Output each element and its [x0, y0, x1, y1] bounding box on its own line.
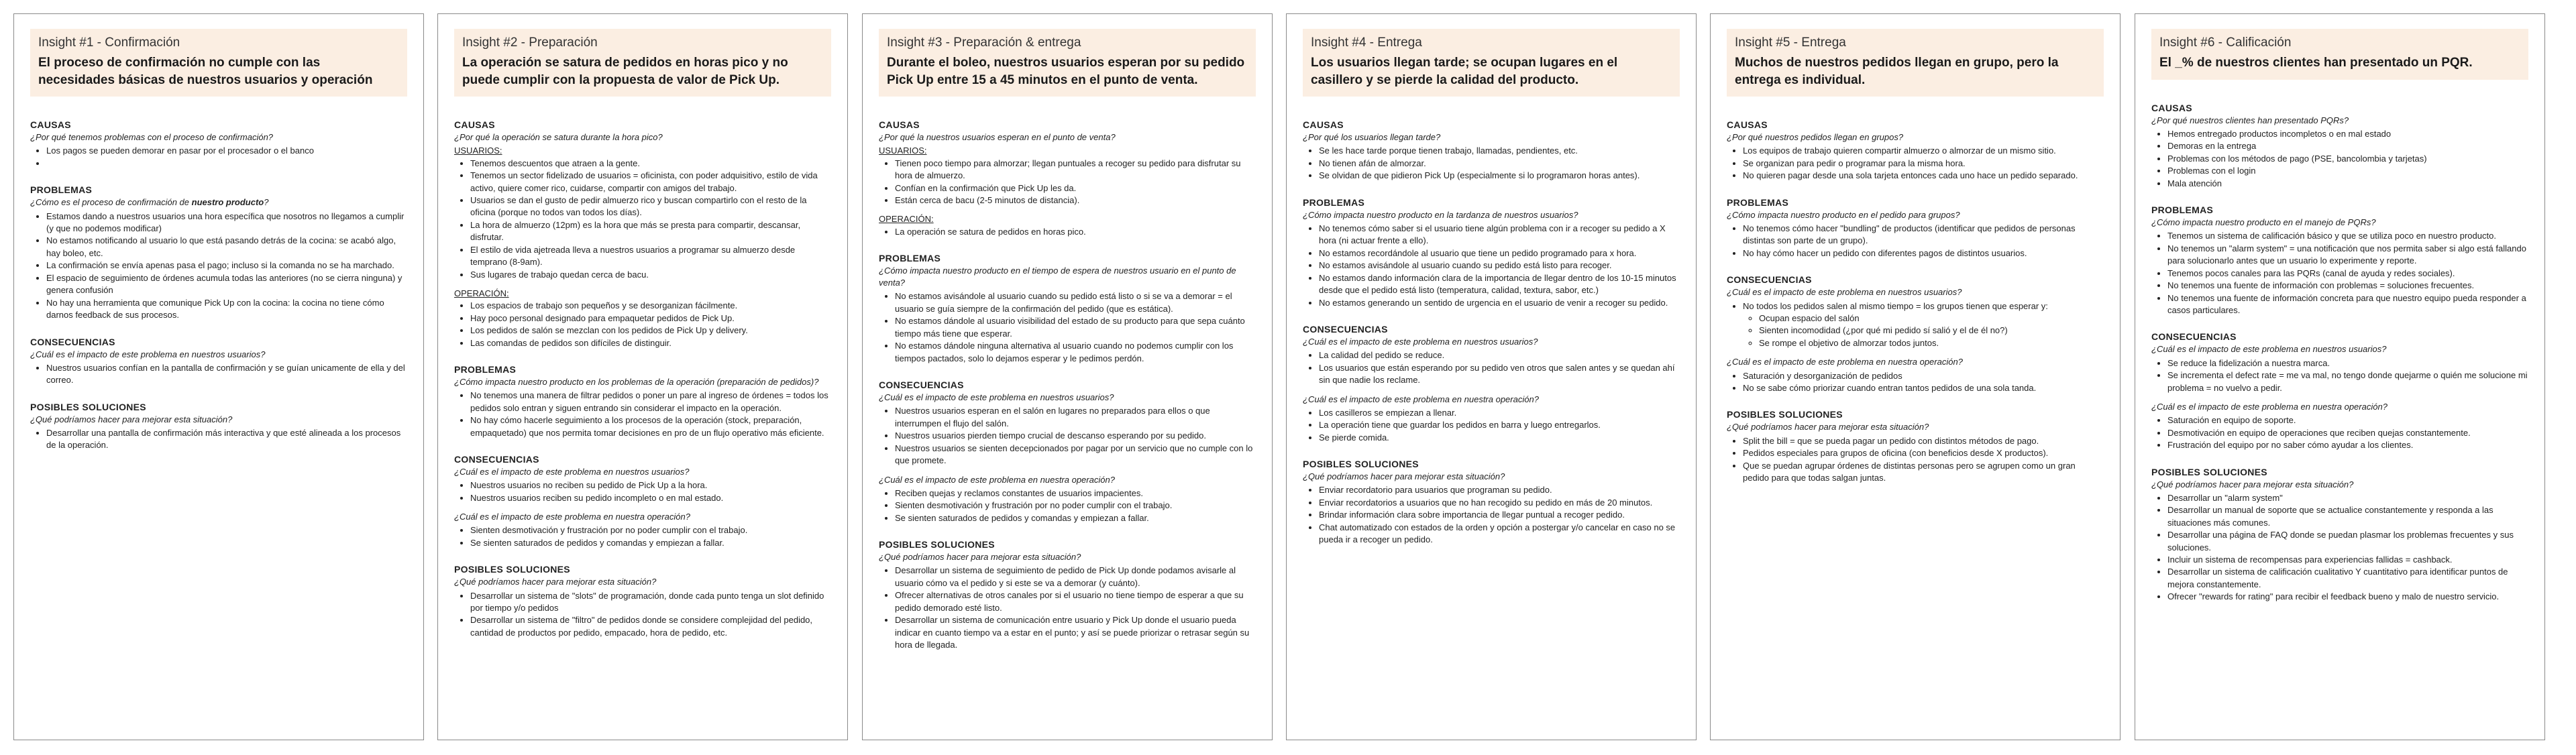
section-heading: CONSECUENCIAS: [1303, 324, 1388, 335]
section-heading: CAUSAS: [879, 119, 920, 131]
bullet-list: [454, 300, 831, 349]
list-item: • Problemas con los métodos de pago (PSE, bancolombia y tarjetas): [2167, 153, 2528, 165]
list-item: • Enviar recordatorios a usuarios que no han recogido su pedido en más de 20 minutos.: [1319, 497, 1680, 509]
question: ¿Qué podríamos hacer para mejorar esta situación?: [30, 414, 233, 424]
list-item: • Saturación y desorganización de pedidos: [1743, 370, 2104, 382]
insight-headline: El proceso de confirmación no cumple con las necesidades básicas de nuestros usuarios y operación: [38, 56, 373, 87]
list-item: • Tienen poco tiempo para almorzar; llegan puntuales a recoger su pedido para disfrutar su hora de almuerzo.: [895, 158, 1256, 182]
question: ¿Qué podríamos hacer para mejorar esta situación?: [2151, 479, 2354, 489]
bullet-list: [1303, 484, 1680, 546]
list-item: • Los equipos de trabajo quieren compartir almuerzo o almorzar de un mismo sitio.: [1743, 145, 2104, 157]
question: ¿Cuál es el impacto de este problema en nuestros usuarios?: [454, 467, 690, 477]
list-item: • Split the bill = que se pueda pagar un pedido con distintos métodos de pago.: [1743, 435, 2104, 447]
nested-bullet-list: [1743, 312, 2104, 349]
soluciones-section: [879, 539, 1256, 651]
list-item: • Sienten desmotivación y frustración por no poder cumplir con el trabajo.: [895, 500, 1256, 512]
section-heading: PROBLEMAS: [1727, 196, 1789, 208]
question-emphasis: nuestro producto: [191, 197, 264, 208]
problemas-section: [2151, 205, 2528, 316]
bullet-list: [454, 524, 831, 549]
problemas-section: [30, 184, 407, 321]
section-heading: CAUSAS: [30, 119, 71, 131]
list-item: • La hora de almuerzo (12pm) es la hora que más se presta para compartir, descansar, disfrutar.: [470, 219, 831, 244]
section-heading: CONSECUENCIAS: [2151, 331, 2237, 343]
list-item: • Hay poco personal designado para empaquetar pedidos de Pick Up.: [470, 312, 831, 325]
list-item: • Incluir un sistema de recompensas para experiencias fallidas = cashback.: [2167, 554, 2528, 566]
section-heading: PROBLEMAS: [1303, 196, 1365, 208]
list-item: • Desarrollar una página de FAQ donde se puedan plasmar los problemas frecuentes y sus soluciones.: [2167, 529, 2528, 554]
bullet-list: [454, 158, 831, 282]
insight-headline: La operación se satura de pedidos en horas pico y no puede cumplir con la propuesta de valor de Pick Up.: [462, 56, 788, 87]
list-item: • Desarrollar un sistema de "slots" de programación, donde cada punto tenga un slot definido por tiempo y/o pedidos: [470, 590, 831, 615]
list-item: • Los usuarios que están esperando por su pedido ven otros que salen antes y se quedan ahí sin que nadie los reclame.: [1319, 362, 1680, 387]
bullet-list: [879, 405, 1256, 467]
insight-headline: El _% de nuestros clientes han presentado un PQR.: [2159, 56, 2473, 70]
list-item: • La operación tiene que guardar los pedidos en barra y luego entregarlos.: [1319, 419, 1680, 431]
bullet-list: [1727, 370, 2104, 395]
list-item: • Se organizan para pedir o programar para la misma hora.: [1743, 158, 2104, 170]
section-heading: PROBLEMAS: [2151, 205, 2214, 216]
question: ¿Cuál es el impacto de este problema en nuestra operación?: [1727, 357, 1963, 367]
list-item: • Las comandas de pedidos son difíciles de distinguir.: [470, 337, 831, 349]
list-item: • Nuestros usuarios esperan en el salón en lugares no preparados para ellos o que interrumpen el flujo del salón.: [895, 405, 1256, 430]
problemas-section: [1303, 197, 1680, 309]
insight-title: Insight #2 - Preparación: [462, 36, 598, 50]
question: ¿Cuál es el impacto de este problema en nuestros usuarios?: [30, 349, 266, 359]
bullet-list: [2151, 128, 2528, 190]
list-item: • Desarrollar una pantalla de confirmación más interactiva y que esté alineada a los procesos de la operación.: [46, 427, 407, 452]
bullet-list: [30, 211, 407, 322]
bullet-list: [1303, 407, 1680, 444]
section-heading: POSIBLES SOLUCIONES: [1727, 409, 1843, 420]
list-item: • Desarrollar un sistema de seguimiento de pedido de Pick Up donde podamos avisarle al usuario cómo va el pedido y si este se va a demorar (y cuánto).: [895, 565, 1256, 589]
section-heading: PROBLEMAS: [454, 364, 517, 375]
list-item: • Nuestros usuarios pierden tiempo crucial de descanso esperando por su pedido.: [895, 430, 1256, 442]
question: ¿Cómo impacta nuestro producto en la tardanza de nuestros usuarios?: [1303, 209, 1578, 220]
section-heading: POSIBLES SOLUCIONES: [1303, 459, 1419, 470]
subheading: USUARIOS:: [879, 146, 927, 156]
bullet-list: [879, 290, 1256, 365]
list-item: • Desmotivación en equipo de operaciones que reciben quejas constantemente.: [2167, 427, 2528, 439]
section-heading: PROBLEMAS: [879, 253, 941, 264]
list-item: • Ofrecer alternativas de otros canales por si el usuario no tiene tiempo de esperar a que su pedido demorado esté listo.: [895, 589, 1256, 614]
section-heading: PROBLEMAS: [30, 184, 93, 196]
section-heading: CONSECUENCIAS: [879, 380, 964, 391]
bullet-list: [2151, 492, 2528, 603]
insight-title: Insight #5 - Entrega: [1735, 36, 1846, 50]
list-item: • Que se puedan agrupar órdenes de distintas personas pero se agrupen como un gran pedido para que todas salgan juntas.: [1743, 460, 2104, 485]
list-item: • La calidad del pedido se reduce.: [1319, 349, 1680, 361]
question: ¿Cuál es el impacto de este problema en nuestra operación?: [454, 512, 690, 522]
question: ¿Por qué la operación se satura durante la hora pico?: [454, 132, 663, 143]
list-item: • Se reduce la fidelización a nuestra marca.: [2167, 357, 2528, 369]
question: ¿Cómo impacta nuestro producto en el tiempo de espera de nuestros usuario en el punto de venta?: [879, 266, 1236, 288]
consecuencias-section: [1727, 274, 2104, 394]
list-item: • El espacio de seguimiento de órdenes acumula todas las anteriores (no se cierra ninguna) y genera confusión: [46, 272, 407, 297]
list-item: • Problemas con el login: [2167, 165, 2528, 177]
section-heading: CAUSAS: [454, 119, 495, 131]
list-item: • No hay cómo hacer un pedido con diferentes pagos de distintos usuarios.: [1743, 247, 2104, 259]
bullet-list: [454, 479, 831, 504]
list-item: • Desarrollar un sistema de calificación cualitativo Y cuantitativo para identificar puntos de mejora constantemente.: [2167, 566, 2528, 591]
question: ¿Cómo impacta nuestro producto en el manejo de PQRs?: [2151, 217, 2376, 228]
list-item: • Saturación en equipo de soporte.: [2167, 414, 2528, 426]
bullet-list: [879, 565, 1256, 651]
question: ¿Cómo impacta nuestro producto en el pedido para grupos?: [1727, 209, 1960, 220]
list-item: • Nuestros usuarios reciben su pedido incompleto o en mal estado.: [470, 492, 831, 504]
list-item: • Desarrollar un sistema de "filtro" de pedidos donde se considere complejidad del pedido, cantidad de productos por pedido, empacado, hora de pedido, etc.: [470, 614, 831, 639]
list-item: • No estamos generando un sentido de urgencia en el usuario de venir a recoger su pedido.: [1319, 297, 1680, 309]
question: ¿Por qué la nuestros usuarios esperan en el punto de venta?: [879, 132, 1116, 143]
list-item: • No tenemos cómo hacer "bundling" de productos (identificar que pedidos de personas distintas son parte de un grupo).: [1743, 223, 2104, 247]
section-heading: CONSECUENCIAS: [30, 336, 115, 347]
question: ¿Cuál es el impacto de este problema en nuestra operación?: [1303, 394, 1539, 404]
insight-card-4: [1286, 13, 1697, 740]
list-item: • Brindar información clara sobre importancia de llegar puntual a recoger pedido.: [1319, 509, 1680, 521]
section-heading: POSIBLES SOLUCIONES: [454, 564, 570, 575]
causas-section: [454, 119, 831, 349]
list-item: • No estamos notificando al usuario lo que está pasando detrás de la cocina: se acabó algo, hay boleo, etc.: [46, 235, 407, 259]
list-item: • No hay cómo hacerle seguimiento a los procesos de la operación (stock, preparación, empaquetado) que nos permita tomar decisiones en pro de un flujo operativo más eficiente.: [470, 414, 831, 439]
insight-card-2: [437, 13, 848, 740]
list-item: • No estamos dando información clara de la importancia de llegar dentro de los 10-15 minutos desde que el pedido está listo (temperatura, calidad, textura, sabor, etc.): [1319, 272, 1680, 297]
soluciones-section: [2151, 467, 2528, 603]
list-item: • Sus lugares de trabajo quedan cerca de bacu.: [470, 269, 831, 281]
soluciones-section: [1303, 459, 1680, 546]
list-item: • Se les hace tarde porque tienen trabajo, llamadas, pendientes, etc.: [1319, 145, 1680, 157]
list-item: • Desarrollar un "alarm system": [2167, 492, 2528, 504]
list-item: • Se incrementa el defect rate = me va mal, no tengo donde quejarme o quién me solucione mi problema = no vuelvo a pedir.: [2167, 369, 2528, 394]
list-item: • No tenemos un "alarm system" = una notificación que nos permita saber si algo está fallando para solucionarlo antes que un usuario lo experimente y reporte.: [2167, 243, 2528, 268]
section-heading: CAUSAS: [1303, 119, 1344, 131]
list-item: • No tienen afán de almorzar.: [1319, 158, 1680, 170]
question: ¿Cuál es el impacto de este problema en nuestros usuarios?: [879, 392, 1114, 403]
causas-section: [2151, 103, 2528, 190]
causas-section: [879, 119, 1256, 238]
bullet-list: [1303, 223, 1680, 309]
list-item: • Hemos entregado productos incompletos o en mal estado: [2167, 128, 2528, 140]
list-item: • No estamos dándole ninguna alternativa al usuario cuando no podemos cumplir con los tiempos pactados, solo lo dejamos esperar y le pedimos perdón.: [895, 340, 1256, 365]
list-item: • La confirmación se envía apenas pasa el pago; incluso si la comanda no se ha marchado.: [46, 259, 407, 272]
list-item: • No estamos recordándole al usuario que tiene un pedido programado para x hora.: [1319, 247, 1680, 259]
list-item: [46, 158, 407, 170]
causas-section: [30, 119, 407, 170]
list-item: • Sienten desmotivación y frustración por no poder cumplir con el trabajo.: [470, 524, 831, 536]
question: ¿Qué podríamos hacer para mejorar esta situación?: [879, 552, 1081, 563]
list-item: • Pedidos especiales para grupos de oficina (con beneficios desde X productos).: [1743, 447, 2104, 459]
question: ¿Cómo impacta nuestro producto en los problemas de la operación (preparación de pedidos)?: [454, 377, 819, 388]
soluciones-section: [30, 402, 407, 452]
list-item: • Se sienten saturados de pedidos y comandas y empiezan a fallar.: [470, 537, 831, 549]
list-item: • Estamos dando a nuestros usuarios una hora específica que nosotros no llegamos a cumplir (y que no podemos modificar): [46, 211, 407, 235]
insight-title: Insight #1 - Confirmación: [38, 36, 180, 50]
question: ¿Cuál es el impacto de este problema en nuestra operación?: [879, 474, 1115, 485]
question: [30, 196, 407, 209]
list-item: [1743, 300, 2104, 350]
insight-card-1: [13, 13, 424, 740]
list-item: • No se sabe cómo priorizar cuando entran tantos pedidos de una sola tanda.: [1743, 382, 2104, 394]
bullet-list: [879, 226, 1256, 238]
list-item: • Los casilleros se empiezan a llenar.: [1319, 407, 1680, 419]
insight-headline: Los usuarios llegan tarde; se ocupan lugares en el casillero y se pierde la calidad del producto.: [1311, 56, 1618, 87]
insight-title: Insight #6 - Calificación: [2159, 36, 2292, 50]
bullet-list: [2151, 357, 2528, 394]
list-item: • Desarrollar un sistema de comunicación entre usuario y Pick Up donde el usuario pueda indicar en cuanto tiempo va a estar en el punto; y así se puede priorizar o retrasar según su hora de llegada.: [895, 614, 1256, 651]
question: ¿Cuál es el impacto de este problema en nuestros usuarios?: [1727, 287, 1962, 298]
list-item: • Reciben quejas y reclamos constantes de usuarios impacientes.: [895, 487, 1256, 500]
list-item: • Ofrecer "rewards for rating" para recibir el feedback bueno y malo de nuestro servicio.: [2167, 591, 2528, 603]
list-item: • No tenemos una manera de filtrar pedidos o poner un pare al ingreso de órdenes = todos los pedidos solo entran y siguen entrando sin considerar el impacto en la operación.: [470, 390, 831, 414]
list-item: ◦ Sienten incomodidad (¿por qué mi pedido sí salió y el de él no?): [1759, 325, 2104, 337]
bullet-list: [30, 145, 407, 170]
list-item: • Tenemos un sistema de calificación básico y que se utiliza poco en nuestro producto.: [2167, 230, 2528, 242]
list-item: • Enviar recordatorio para usuarios que programan su pedido.: [1319, 484, 1680, 496]
section-heading: POSIBLES SOLUCIONES: [30, 401, 146, 412]
list-item: • Se sienten saturados de pedidos y comandas y empiezan a fallar.: [895, 512, 1256, 524]
question: ¿Por qué los usuarios llegan tarde?: [1303, 132, 1441, 143]
list-item: • Tenemos pocos canales para las PQRs (canal de ayuda y redes sociales).: [2167, 268, 2528, 280]
section-heading: CAUSAS: [1727, 119, 1768, 131]
list-item: • Frustración del equipo por no saber cómo ayudar a los clientes.: [2167, 439, 2528, 451]
list-item: • Nuestros usuarios no reciben su pedido de Pick Up a la hora.: [470, 479, 831, 491]
question: ¿Por qué nuestros clientes han presentado PQRs?: [2151, 115, 2349, 125]
insight-header: [30, 29, 407, 97]
bullet-list: [30, 362, 407, 387]
list-item: • El estilo de vida ajetreada lleva a nuestros usuarios a programar su almuerzo desde temprano (8-9am).: [470, 244, 831, 269]
bullet-list: [1727, 435, 2104, 485]
consecuencias-section: [879, 380, 1256, 524]
list-item: • No estamos avisándole al usuario cuando su pedido está listo para recoger.: [1319, 259, 1680, 272]
question: ¿Por qué tenemos problemas con el proceso de confirmación?: [30, 132, 274, 143]
soluciones-section: [454, 564, 831, 639]
list-item: • Mala atención: [2167, 178, 2528, 190]
bullet-list: [454, 390, 831, 439]
problemas-section: [879, 253, 1256, 365]
consecuencias-section: [30, 337, 407, 387]
question: ¿Qué podríamos hacer para mejorar esta situación?: [454, 577, 657, 587]
list-item: • Confían en la confirmación que Pick Up les da.: [895, 182, 1256, 194]
insight-card-5: [1710, 13, 2121, 740]
insight-header: [879, 29, 1256, 97]
question: ¿Qué podríamos hacer para mejorar esta situación?: [1727, 422, 1929, 432]
subheading: OPERACIÓN:: [454, 288, 509, 299]
list-item: • Desarrollar un manual de soporte que se actualice constantemente y responda a las situaciones más comunes.: [2167, 504, 2528, 529]
list-item: • Usuarios se dan el gusto de pedir almuerzo rico y buscan compartirlo con el resto de la oficina (porque no todos van todos los días).: [470, 194, 831, 219]
list-item: • Se olvidan de que pidieron Pick Up (especialmente si lo programaron horas antes).: [1319, 170, 1680, 182]
list-item: ◦ Ocupan espacio del salón: [1759, 312, 2104, 325]
list-item: • No estamos avisándole al usuario cuando su pedido está listo o si se va a demorar = el usuario se guía siempre de la confirmación del pedido (que es estática).: [895, 290, 1256, 315]
list-item: • Están cerca de bacu (2-5 minutos de distancia).: [895, 194, 1256, 207]
problemas-section: [454, 364, 831, 439]
consecuencias-section: [454, 454, 831, 549]
section-heading: CONSECUENCIAS: [1727, 274, 1812, 286]
question: ¿Qué podríamos hacer para mejorar esta situación?: [1303, 471, 1505, 482]
section-heading: CONSECUENCIAS: [454, 454, 539, 465]
list-item: • Tenemos un sector fidelizado de usuarios = oficinista, con poder adquisitivo, estilo de vida activo, quiere comer rico, cuidarse, compartir con amigos del trabajo.: [470, 170, 831, 194]
subheading: OPERACIÓN:: [879, 214, 934, 225]
bullet-list: [454, 590, 831, 640]
insight-title: Insight #3 - Preparación & entrega: [887, 36, 1081, 50]
bullet-list: [1303, 349, 1680, 386]
question-part: ¿Cómo es el proceso de confirmación de: [30, 197, 192, 208]
list-item: • Los pagos se pueden demorar en pasar por el procesador o el banco: [46, 145, 407, 157]
list-item: • Chat automatizado con estados de la orden y opción a postergar y/o cancelar en caso no se pueda ir a recoger un pedido.: [1319, 522, 1680, 546]
bullet-list: [2151, 230, 2528, 316]
list-item: • La operación se satura de pedidos en horas pico.: [895, 226, 1256, 238]
consecuencias-section: [1303, 324, 1680, 444]
insight-header: [1303, 29, 1680, 97]
section-heading: POSIBLES SOLUCIONES: [879, 539, 995, 550]
insight-title: Insight #4 - Entrega: [1311, 36, 1422, 50]
list-item: • Demoras en la entrega: [2167, 140, 2528, 152]
bullet-list: [1727, 145, 2104, 182]
bullet-list: [1727, 300, 2104, 350]
subheading: USUARIOS:: [454, 146, 502, 156]
question: ¿Por qué nuestros pedidos llegan en grupos?: [1727, 132, 1904, 143]
list-item-text: No todos los pedidos salen al mismo tiempo = los grupos tienen que esperar y:: [1743, 300, 2048, 311]
insight-header: [2151, 29, 2528, 80]
list-item: • No tenemos una fuente de información concreta para que nuestro equipo pueda responder a casos particulares.: [2167, 292, 2528, 317]
bullet-list: [2151, 414, 2528, 451]
causas-section: [1303, 119, 1680, 182]
list-item: • No tenemos cómo saber si el usuario tiene algún problema con ir a recoger su pedido a X hora (ni actuar frente a ello).: [1319, 223, 1680, 247]
bullet-list: [879, 158, 1256, 207]
bullet-list: [30, 427, 407, 452]
insight-card-3: [862, 13, 1273, 740]
list-item: • No hay una herramienta que comunique Pick Up con la cocina: la cocina no tiene cómo darnos feedback de sus procesos.: [46, 297, 407, 322]
question: ¿Cuál es el impacto de este problema en nuestra operación?: [2151, 402, 2387, 412]
insight-headline: Muchos de nuestros pedidos llegan en grupo, pero la entrega es individual.: [1735, 56, 2059, 87]
bullet-list: [1303, 145, 1680, 182]
question: ¿Cuál es el impacto de este problema en nuestros usuarios?: [1303, 337, 1538, 347]
insight-card-6: [2135, 13, 2545, 740]
question-part: ?: [264, 197, 269, 208]
causas-section: [1727, 119, 2104, 182]
bullet-list: [1727, 223, 2104, 259]
problemas-section: [1727, 197, 2104, 260]
insight-header: [454, 29, 831, 97]
list-item: • No quieren pagar desde una sola tarjeta entonces cada uno hace un pedido separado.: [1743, 170, 2104, 182]
section-heading: CAUSAS: [2151, 102, 2192, 113]
insight-headline: Durante el boleo, nuestros usuarios esperan por su pedido Pick Up entre 15 a 45 minutos en el punto de venta.: [887, 56, 1245, 87]
list-item: • Tenemos descuentos que atraen a la gente.: [470, 158, 831, 170]
insight-header: [1727, 29, 2104, 97]
question: ¿Cuál es el impacto de este problema en nuestros usuarios?: [2151, 344, 2387, 355]
list-item: • Los espacios de trabajo son pequeños y se desorganizan fácilmente.: [470, 300, 831, 312]
list-item: • Los pedidos de salón se mezclan con los pedidos de Pick Up y delivery.: [470, 325, 831, 337]
list-item: ◦ Se rompe el objetivo de almorzar todos juntos.: [1759, 337, 2104, 349]
list-item: • Nuestros usuarios se sienten decepcionados por pagar por un servicio que no cumple con lo que promete.: [895, 443, 1256, 467]
list-item: • No tenemos una fuente de información con problemas = soluciones frecuentes.: [2167, 280, 2528, 292]
list-item: • Nuestros usuarios confían en la pantalla de confirmación y se guían unicamente de ella y del correo.: [46, 362, 407, 387]
consecuencias-section: [2151, 331, 2528, 451]
bullet-list: [879, 487, 1256, 524]
soluciones-section: [1727, 409, 2104, 484]
list-item: • No estamos dándole al usuario visibilidad del estado de su producto para que sepa cuánto tiempo más tiene que esperar.: [895, 315, 1256, 340]
section-heading: POSIBLES SOLUCIONES: [2151, 466, 2267, 477]
list-item: • Se pierde comida.: [1319, 432, 1680, 444]
